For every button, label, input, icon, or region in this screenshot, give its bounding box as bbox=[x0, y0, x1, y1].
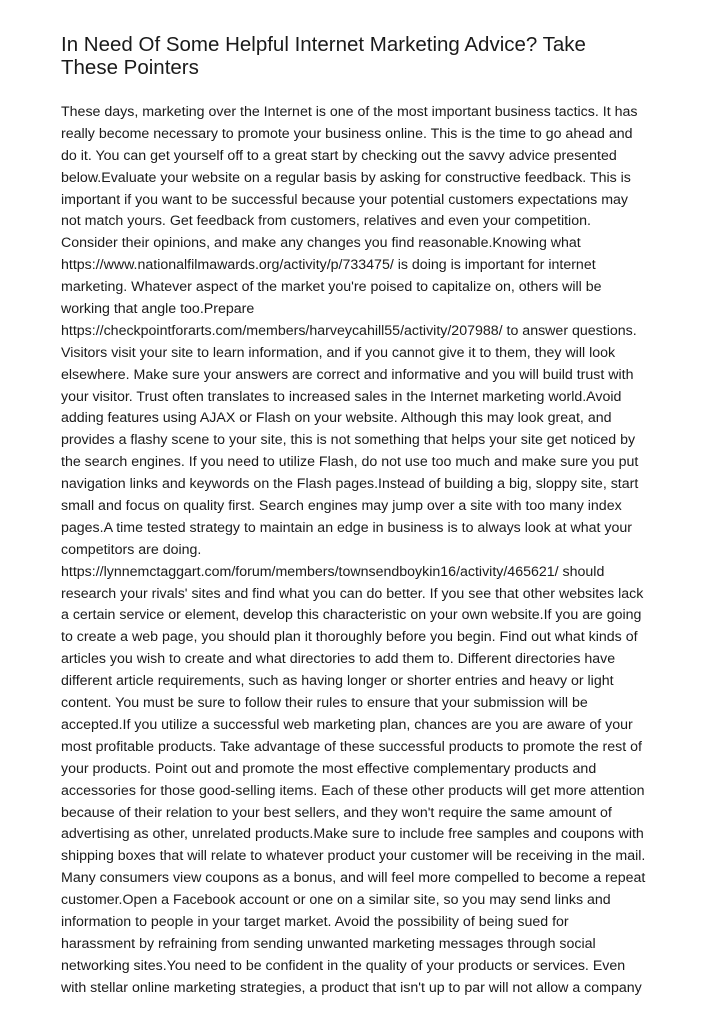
body-line: to create a web page, you should plan it thoroughly before you begin. Find out what kinds of bbox=[61, 629, 638, 646]
body-line: provides a flashy scene to your site, this is not something that helps your site get noticed by bbox=[61, 432, 636, 449]
body-line: do it. You can get yourself off to a great start by checking out the savvy advice presented bbox=[61, 147, 617, 164]
title-line: These Pointers bbox=[61, 56, 199, 79]
body-line: accepted.If you utilize a successful web marketing plan, chances are you are aware of your bbox=[61, 716, 633, 733]
body-line: competitors are doing. bbox=[61, 541, 202, 558]
body-line: Many consumers view coupons as a bonus, and will feel more compelled to become a repeat bbox=[61, 870, 646, 887]
body-line: Consider their opinions, and make any changes you find reasonable.Knowing what bbox=[61, 235, 581, 252]
title-line: In Need Of Some Helpful Internet Marketing Advice? Take bbox=[61, 33, 586, 56]
body-line: working that angle too.Prepare bbox=[61, 301, 255, 318]
body-line: a certain service or element, develop this characteristic on your own website.If you are going bbox=[61, 607, 642, 624]
body-line: with stellar online marketing strategies, a product that isn't up to par will not allow a company bbox=[61, 979, 642, 996]
body-line: networking sites.You need to be confident in the quality of your products or services. Even bbox=[61, 957, 626, 974]
body-line: These days, marketing over the Internet is one of the most important business tactics. It has bbox=[61, 104, 638, 120]
body-line: advertising as other, unrelated products.Make sure to include free samples and coupons with bbox=[61, 826, 644, 843]
body-line: your visitor. Trust often translates to increased sales in the Internet marketing world.Avoid bbox=[61, 388, 622, 405]
body-line: because of their relation to your best sellers, and they won't require the same amount of bbox=[61, 804, 612, 821]
body-line: below.Evaluate your website on a regular basis by asking for constructive feedback. This is bbox=[61, 169, 631, 186]
body-line: marketing. Whatever aspect of the market you're poised to capitalize on, others will be bbox=[61, 279, 602, 296]
body-line: research your rivals' sites and find what you can do better. If you see that other websites lack bbox=[61, 585, 644, 602]
body-line: your products. Point out and promote the most effective complementary products and bbox=[61, 760, 597, 777]
body-line: articles you wish to create and what directories to add them to. Different directories have bbox=[61, 651, 616, 668]
body-line: https://lynnemctaggart.com/forum/members/townsendboykin16/activity/465621/ should bbox=[61, 563, 605, 580]
body-line: Visitors visit your site to learn information, and if you cannot give it to them, they will look bbox=[61, 344, 616, 361]
body-line: adding features using AJAX or Flash on your website. Although this may look great, and bbox=[61, 410, 612, 427]
body-line: small and focus on quality first. Search engines may jump over a site with too many index bbox=[61, 498, 622, 515]
body-line: content. You must be sure to follow their rules to ensure that your submission will be bbox=[61, 695, 588, 712]
body-line: harassment by refraining from sending unwanted marketing messages through social bbox=[61, 935, 596, 952]
body-line: information to people in your target market. Avoid the possibility of being sued for bbox=[61, 913, 569, 930]
document-title bbox=[61, 33, 661, 79]
body-line: pages.A time tested strategy to maintain an edge in business is to always look at what your bbox=[61, 519, 632, 536]
body-line: elsewhere. Make sure your answers are correct and informative and you will build trust with bbox=[61, 366, 634, 383]
document-body bbox=[61, 102, 671, 1000]
body-line: customer.Open a Facebook account or one on a similar site, so you may send links and bbox=[61, 892, 611, 909]
body-line: navigation links and keywords on the Flash pages.Instead of building a big, sloppy site, start bbox=[61, 476, 639, 493]
body-line: most profitable products. Take advantage of these successful products to promote the rest of bbox=[61, 738, 642, 755]
body-line: important if you want to be successful because your potential customers expectations may bbox=[61, 191, 629, 208]
body-line: https://www.nationalfilmawards.org/activity/p/733475/ is doing is important for internet bbox=[61, 257, 596, 274]
body-line: not match yours. Get feedback from customers, relatives and even your competition. bbox=[61, 213, 591, 230]
body-line: really become necessary to promote your business online. This is the time to go ahead and bbox=[61, 125, 633, 142]
body-line: different article requirements, such as having longer or shorter entries and heavy or light bbox=[61, 673, 614, 690]
body-line: accessories for those good-selling items. Each of these other products will get more attention bbox=[61, 782, 645, 799]
body-line: shipping boxes that will relate to whatever product your customer will be receiving in the mail. bbox=[61, 848, 646, 865]
body-line: https://checkpointforarts.com/members/harveycahill55/activity/207988/ to answer questions. bbox=[61, 322, 637, 339]
body-line: the search engines. If you need to utilize Flash, do not use too much and make sure you put bbox=[61, 454, 639, 471]
